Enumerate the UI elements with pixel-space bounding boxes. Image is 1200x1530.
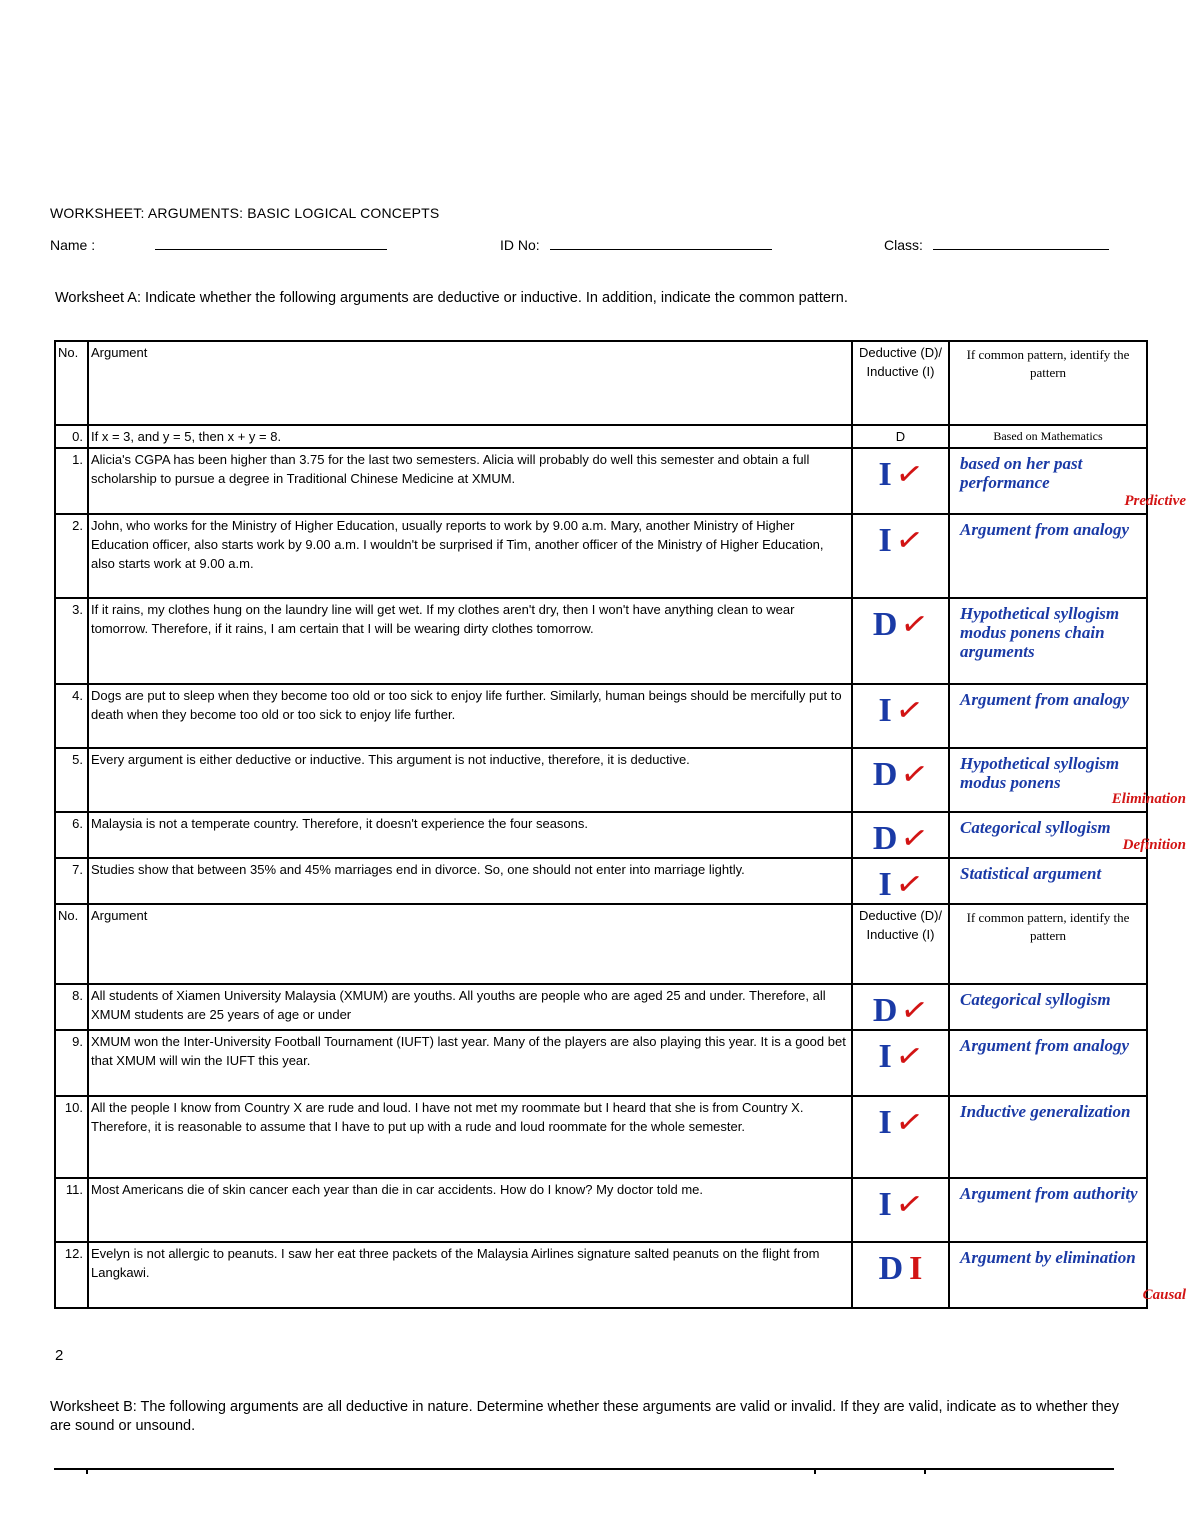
- row-no: 0.: [55, 425, 88, 448]
- check-mark-icon: ✓: [898, 602, 932, 646]
- pattern-correction: Predictive: [1124, 493, 1186, 509]
- table-row: [55, 598, 1147, 684]
- row-argument: Studies show that between 35% and 45% marriages end in divorce. So, one should not enter into marriage lightly.: [88, 858, 852, 904]
- row-no: 3.: [55, 598, 88, 684]
- handwritten-pattern: Categorical syllogism: [960, 818, 1111, 837]
- row-no: 7.: [55, 858, 88, 904]
- column-divider: [814, 1468, 816, 1474]
- row-answer-cell: [852, 684, 949, 748]
- class-label: Class:: [884, 237, 923, 253]
- handwritten-pattern: Statistical argument: [960, 864, 1102, 883]
- header-pattern: If common pattern, identify the pattern: [949, 904, 1147, 984]
- row-pattern-cell: [949, 858, 1147, 904]
- row-argument: All the people I know from Country X are rude and loud. I have not met my roommate but I heard that she is from Country X. Therefore, it is reasonable to assume that I have to put up with a rude and loud roommate for the whole semester.: [88, 1096, 852, 1178]
- row-pattern-cell: [949, 748, 1186, 812]
- table-row: [55, 984, 1147, 1030]
- row-answer-cell: [852, 448, 949, 514]
- row-pattern-cell: [949, 812, 1186, 858]
- row-argument: Every argument is either deductive or inductive. This argument is not inductive, therefore, it is deductive.: [88, 748, 852, 812]
- header-no: No.: [55, 341, 88, 425]
- row-no: 1.: [55, 448, 88, 514]
- row-argument: Dogs are put to sleep when they become too old or too sick to enjoy life further. Similarly, human beings should be mercifully put to death when they become too old or too sick to enjoy life further.: [88, 684, 852, 748]
- row-no: 6.: [55, 812, 88, 858]
- check-mark-icon: ✓: [892, 862, 926, 906]
- row-argument: Evelyn is not allergic to peanuts. I saw her eat three packets of the Malaysia Airlines signature salted peanuts on the flight from Langkawi.: [88, 1242, 852, 1308]
- row-answer-cell: [852, 1030, 949, 1096]
- row-pattern-cell: [949, 598, 1147, 684]
- handwritten-answer: D: [872, 606, 898, 643]
- check-mark-icon: ✓: [892, 452, 926, 496]
- table-header-row-repeat: [55, 904, 1147, 984]
- check-mark-icon: ✓: [898, 752, 932, 796]
- table-top-border: [54, 1468, 1114, 1470]
- row-pattern-cell: [949, 448, 1186, 514]
- pattern-correction: Elimination: [1111, 791, 1186, 807]
- row-argument: Most Americans die of skin cancer each year than die in car accidents. How do I know? My doctor told me.: [88, 1178, 852, 1242]
- handwritten-pattern: Argument from analogy: [960, 690, 1130, 709]
- header-argument: Argument: [88, 904, 852, 984]
- row-answer-cell: [852, 1096, 949, 1178]
- table-row: [55, 748, 1147, 812]
- pattern-correction: Definition: [1122, 837, 1186, 853]
- table-row: [55, 812, 1147, 858]
- worksheet-b-instructions: Worksheet B: The following arguments are all deductive in nature. Determine whether these arguments are valid or invalid. If they are valid, indicate as to whether they are sound or unsound.: [50, 1399, 1119, 1434]
- row-pattern-cell: [949, 1178, 1147, 1242]
- id-label: ID No:: [500, 237, 540, 253]
- row-answer-cell: [852, 598, 949, 684]
- header-deductive: Deductive (D)/ Inductive (I): [852, 904, 949, 984]
- class-blank[interactable]: [933, 237, 1109, 250]
- row-answer-cell: [852, 984, 949, 1030]
- handwritten-pattern: Hypothetical syllogism modus ponens: [960, 754, 1120, 792]
- check-mark-icon: ✓: [892, 518, 926, 562]
- row-argument: Malaysia is not a temperate country. Therefore, it doesn't experience the four seasons.: [88, 812, 852, 858]
- row-answer-cell: [852, 514, 949, 598]
- row-pattern-cell: [949, 1030, 1147, 1096]
- handwritten-answer: I: [878, 1186, 892, 1223]
- check-mark-icon: ✓: [892, 688, 926, 732]
- row-answer-cell: [852, 858, 949, 904]
- handwritten-answer: I: [878, 692, 892, 729]
- example-row: [55, 425, 1147, 448]
- check-mark-icon: ✓: [898, 816, 932, 860]
- row-pattern-cell: [949, 1242, 1186, 1308]
- table-row: [55, 1178, 1147, 1242]
- row-pattern-cell: [949, 514, 1147, 598]
- page-number: 2: [55, 1347, 64, 1364]
- header-no: No.: [55, 904, 88, 984]
- header-argument: Argument: [88, 341, 852, 425]
- row-pattern-cell: [949, 984, 1147, 1030]
- row-answer-cell: [852, 1178, 949, 1242]
- column-divider: [86, 1468, 88, 1474]
- column-divider: [924, 1468, 926, 1474]
- row-argument: If x = 3, and y = 5, then x + y = 8.: [88, 425, 852, 448]
- handwritten-answer: I: [878, 456, 892, 493]
- row-no: 5.: [55, 748, 88, 812]
- row-no: 8.: [55, 984, 88, 1030]
- table-row: [55, 1030, 1147, 1096]
- table-header-row: [55, 341, 1147, 425]
- row-pattern: Based on Mathematics: [949, 425, 1147, 448]
- handwritten-answer: I: [878, 522, 892, 559]
- table-row: [55, 858, 1147, 904]
- handwritten-pattern: Inductive generalization: [960, 1102, 1131, 1121]
- name-blank[interactable]: [155, 237, 387, 250]
- check-mark-icon: ✓: [892, 1182, 926, 1226]
- handwritten-pattern: Hypothetical syllogism modus ponens chain arguments: [960, 604, 1120, 661]
- row-no: 11.: [55, 1178, 88, 1242]
- answer-correction: I: [909, 1250, 923, 1287]
- worksheet-title: WORKSHEET: ARGUMENTS: BASIC LOGICAL CONCEPTS: [50, 205, 440, 221]
- header-pattern: If common pattern, identify the pattern: [949, 341, 1147, 425]
- row-pattern-cell: [949, 684, 1147, 748]
- name-field: [50, 237, 387, 253]
- handwritten-answer: D: [872, 756, 898, 793]
- worksheet-a-table: [54, 340, 1186, 1309]
- worksheet-a-instructions: Worksheet A: Indicate whether the following arguments are deductive or inductive. In addition, indicate the common pattern.: [55, 290, 848, 306]
- handwritten-pattern: Argument from analogy: [960, 520, 1130, 539]
- table-row: [55, 514, 1147, 598]
- handwritten-answer: I: [878, 1104, 892, 1141]
- row-no: 2.: [55, 514, 88, 598]
- row-answer-cell: [852, 748, 949, 812]
- handwritten-answer: I: [878, 866, 892, 903]
- row-argument: XMUM won the Inter-University Football Tournament (IUFT) last year. Many of the players are also playing this year. It is a good bet that XMUM will win the IUFT this year.: [88, 1030, 852, 1096]
- row-argument: John, who works for the Ministry of Higher Education, usually reports to work by 9.00 a.m. Mary, another Ministry of Higher Education officer, also starts work by 9.00 a.m. I wouldn't be surprised if Tim, another officer of the Ministry of Higher Education, also starts work at 9.00 a.m.: [88, 514, 852, 598]
- table-row: [55, 684, 1147, 748]
- row-answer-cell: [852, 1242, 949, 1308]
- class-field: [884, 237, 1109, 253]
- row-no: 9.: [55, 1030, 88, 1096]
- handwritten-pattern: based on her past performance: [960, 454, 1083, 492]
- row-pattern-cell: [949, 1096, 1147, 1178]
- table-row: [55, 1242, 1147, 1308]
- row-answer: D: [852, 425, 949, 448]
- row-argument: All students of Xiamen University Malaysia (XMUM) are youths. All youths are people who are aged 25 and under. Therefore, all XMUM students are 25 years of age or under: [88, 984, 852, 1030]
- handwritten-pattern: Categorical syllogism: [960, 990, 1111, 1009]
- row-no: 4.: [55, 684, 88, 748]
- pattern-correction: Causal: [1142, 1287, 1186, 1303]
- id-blank[interactable]: [550, 237, 772, 250]
- handwritten-answer: I: [878, 1038, 892, 1075]
- row-no: 10.: [55, 1096, 88, 1178]
- handwritten-pattern: Argument from authority: [960, 1184, 1138, 1203]
- handwritten-answer: D: [872, 992, 898, 1029]
- table-row: [55, 1096, 1147, 1178]
- check-mark-icon: ✓: [892, 1100, 926, 1144]
- handwritten-pattern: Argument by elimination: [960, 1248, 1136, 1267]
- row-no: 12.: [55, 1242, 88, 1308]
- row-argument: Alicia's CGPA has been higher than 3.75 for the last two semesters. Alicia will probably do well this semester and obtain a full scholarship to pursue a degree in Traditional Chinese Medicine at XMUM.: [88, 448, 852, 514]
- id-field: [500, 237, 772, 253]
- table-row: [55, 448, 1147, 514]
- header-deductive: Deductive (D)/ Inductive (I): [852, 341, 949, 425]
- check-mark-icon: ✓: [892, 1034, 926, 1078]
- check-mark-icon: ✓: [898, 988, 932, 1032]
- name-label: Name :: [50, 237, 96, 253]
- handwritten-pattern: Argument from analogy: [960, 1036, 1130, 1055]
- row-argument: If it rains, my clothes hung on the laundry line will get wet. If my clothes aren't dry, then I won't have anything clean to wear tomorrow. Therefore, if it rains, I am certain that I will be wearing dirty clothes tomorrow.: [88, 598, 852, 684]
- handwritten-answer: D: [872, 820, 898, 857]
- row-answer-cell: [852, 812, 949, 858]
- handwritten-answer: D: [878, 1250, 904, 1287]
